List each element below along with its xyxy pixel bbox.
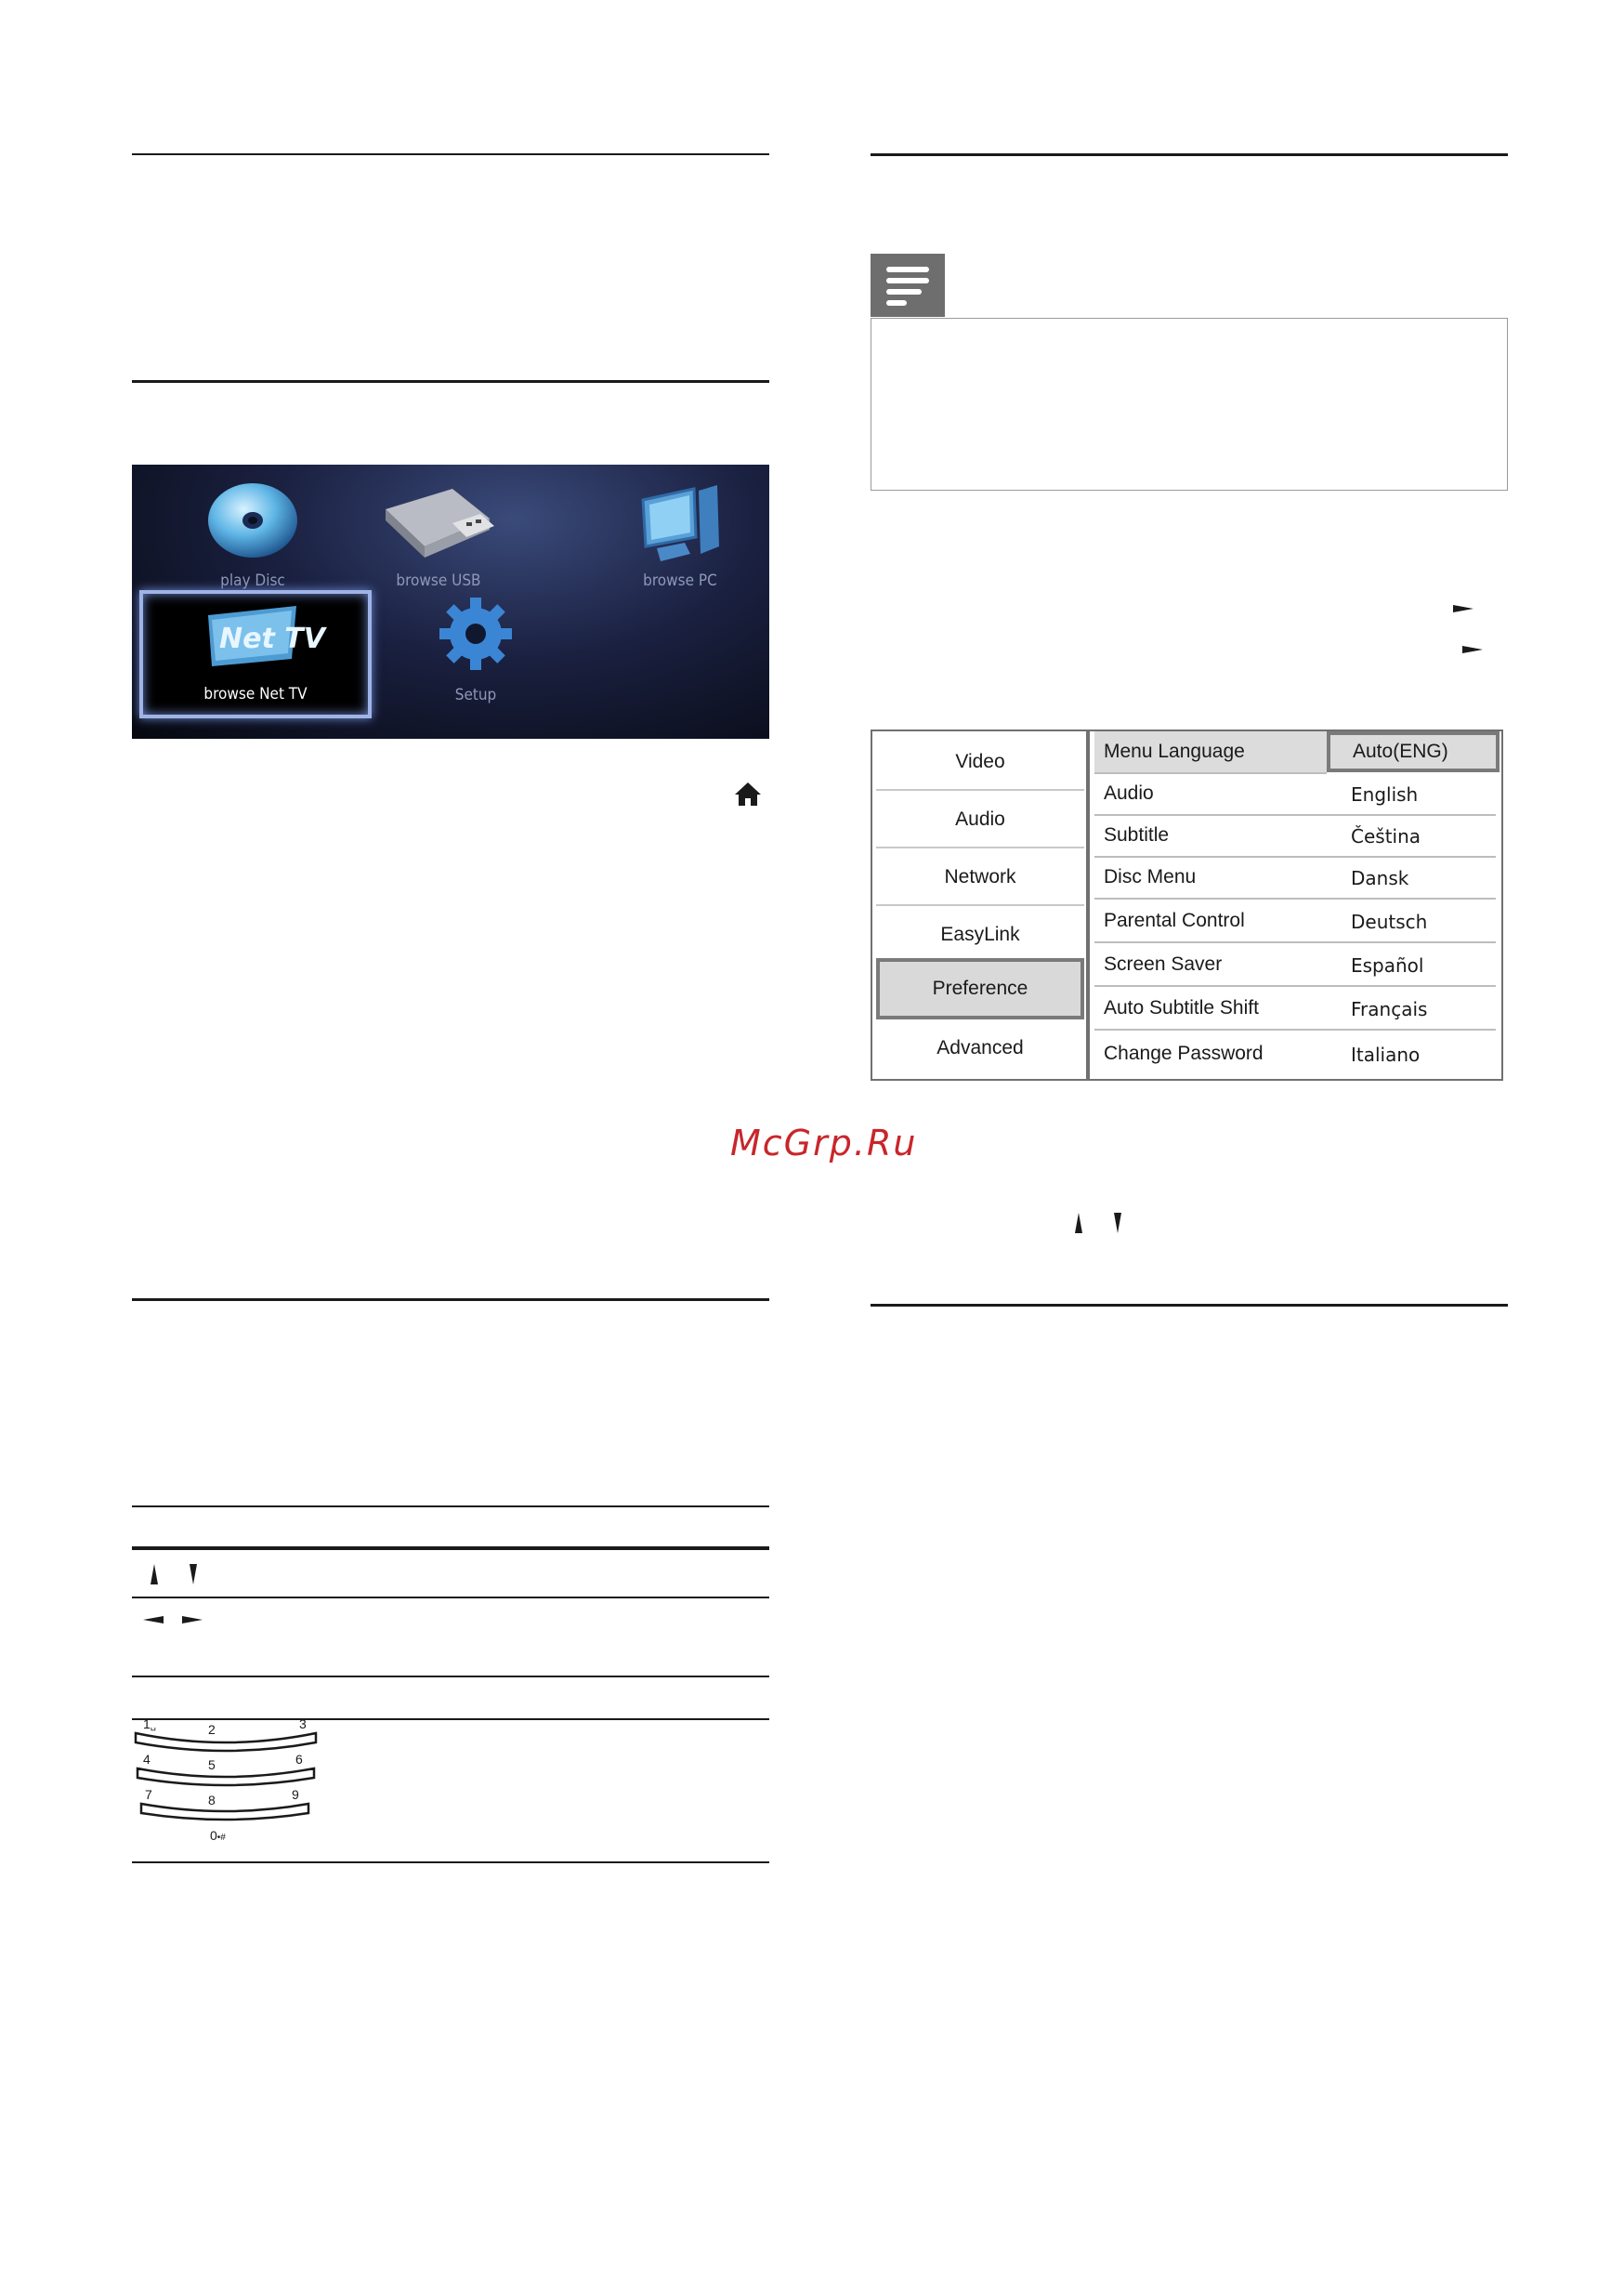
key-4: 4 [143,1752,151,1767]
table-row-rule-3 [132,1718,769,1720]
key-3: 3 [299,1716,307,1731]
right-arrow-icon [1462,644,1485,655]
key-6: 6 [295,1752,303,1767]
note-icon [871,254,945,317]
row-label: Disc Menu [1104,866,1197,887]
row-label: Change Password [1104,1043,1264,1064]
net-tv-icon [199,601,325,676]
menu-category-network[interactable]: Network [876,850,1084,906]
row-label: Auto Subtitle Shift [1104,997,1259,1019]
tile-setup[interactable] [397,590,555,711]
row-label: Screen Saver [1104,953,1223,975]
net-tv-logo-text: Net TV [219,623,325,655]
menu-row-screen-saver[interactable] [1094,944,1496,987]
watermark: McGrp.Ru [730,1123,918,1163]
table-row-rule-1 [132,1597,769,1598]
up-down-arrows-icon [149,1564,204,1586]
tile-label: browse Net TV [203,685,308,703]
row-value: Español [1351,954,1424,977]
key-9: 9 [292,1787,299,1802]
tile-label: browse USB [396,572,481,590]
home-menu-screenshot [132,465,769,739]
menu-row-auto-subtitle-shift[interactable] [1094,988,1496,1031]
row-value: Dansk [1351,867,1409,889]
home-icon [734,781,762,807]
row-value: Français [1351,998,1428,1020]
row-label: Subtitle [1104,824,1170,846]
computer-icon [629,481,731,565]
tile-label: browse PC [643,572,717,590]
menu-row-parental-control[interactable] [1094,900,1496,943]
disc-icon [202,479,304,562]
usb-drive-icon [378,481,499,565]
menu-row-disc-menu[interactable] [1094,857,1496,900]
row-label: Parental Control [1104,910,1245,931]
table-top-rule [132,1505,769,1507]
tile-label: play Disc [220,572,285,590]
section-rule-1 [132,153,769,155]
table-header-rule [132,1546,769,1550]
tile-browse-usb[interactable] [346,474,531,595]
row-value: English [1351,783,1419,806]
key-0: 0•# [210,1828,226,1843]
setup-menu-screenshot [871,730,1503,1081]
section-rule-2 [132,380,769,383]
table-row-rule-2 [132,1676,769,1677]
menu-row-subtitle[interactable] [1094,815,1496,858]
menu-category-preference[interactable]: Preference [876,958,1084,1019]
note-box [871,318,1508,491]
menu-language-value[interactable]: Auto(ENG) [1353,741,1448,762]
section-rule-right-1 [871,153,1508,156]
tile-browse-pc[interactable] [596,474,764,595]
key-1: 1␣ [143,1716,157,1731]
numeric-keypad-illustration [132,1716,327,1854]
menu-row-menu-language[interactable] [1094,731,1327,774]
row-label: Menu Language [1104,741,1245,762]
menu-category-easylink[interactable]: EasyLink [876,908,1084,964]
key-8: 8 [208,1793,216,1807]
section-rule-3 [132,1298,769,1301]
gear-icon [434,592,517,676]
up-down-arrows-icon [1073,1213,1125,1235]
row-value: Deutsch [1351,911,1428,933]
tile-play-disc[interactable] [169,474,336,595]
row-label: Audio [1104,782,1154,804]
menu-row-audio[interactable] [1094,773,1496,816]
section-rule-right-2 [871,1304,1508,1307]
menu-divider [1086,731,1090,1079]
tile-browse-net-tv[interactable] [139,590,372,718]
table-bottom-rule [132,1861,769,1863]
row-value: Čeština [1351,825,1421,848]
key-2: 2 [208,1722,216,1737]
menu-row-change-password[interactable] [1094,1033,1496,1074]
tile-label: Setup [454,686,497,704]
right-arrow-icon [1453,603,1475,614]
row-value: Italiano [1351,1044,1421,1066]
key-5: 5 [208,1757,216,1772]
note-tab [871,254,945,317]
menu-category-video[interactable]: Video [876,735,1084,791]
menu-category-audio[interactable]: Audio [876,793,1084,848]
menu-category-advanced[interactable]: Advanced [936,1037,1024,1058]
left-right-arrows-icon [143,1613,208,1626]
key-7: 7 [145,1787,152,1802]
